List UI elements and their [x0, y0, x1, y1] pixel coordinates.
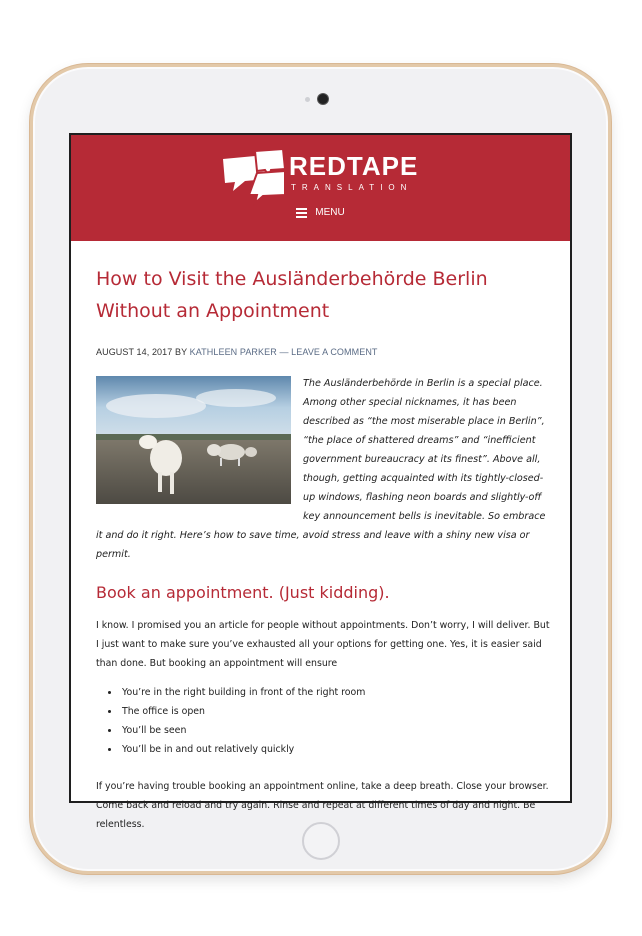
post-title: How to Visit the Ausländerbehörde Berlin Without an Appointment — [96, 268, 488, 322]
site-header — [71, 135, 570, 241]
post-by: BY — [174, 347, 188, 357]
meta-separator: — — [279, 347, 289, 357]
menu-toggle-button[interactable] — [71, 207, 570, 229]
sheep-in-field-image — [96, 376, 291, 504]
list-item: • You’re in the right building in front of the right room — [120, 683, 552, 702]
list-item: • You’ll be seen — [120, 721, 552, 740]
list-item: • You’ll be in and out relatively quickly — [120, 740, 552, 759]
hamburger-icon — [296, 208, 307, 217]
brand-subtitle: TRANSLATION — [291, 183, 413, 192]
benefits-list — [96, 683, 552, 759]
tablet-screen — [69, 133, 572, 830]
article — [96, 241, 552, 834]
menu-label: MENU — [315, 207, 345, 218]
featured-image — [96, 376, 291, 504]
body-paragraph-2: If you’re having trouble booking an appointment online, take a deep breath. Close your browser. Come back and reload and try again. Rinse and repeat at different times of day and night. Be relentless. — [96, 781, 549, 830]
front-sensor — [305, 97, 310, 102]
post-meta — [96, 347, 552, 357]
speech-bubbles-icon — [219, 149, 287, 203]
section-heading: Book an appointment. (Just kidding). — [96, 583, 390, 602]
list-item: • The office is open — [120, 702, 552, 721]
author-link[interactable]: KATHLEEN PARKER — [189, 347, 277, 357]
intro-paragraph: The Ausländerbehörde in Berlin is a special place. Among other special nicknames, it has been described as “the most miserable place in Berlin”, “the place of shattered dreams” and “inefficient government bureaucracy at its finest”. Above all, though, getting acquainted with its tightly-closed-up windows, flashing neon boards and slightly-off key announcement bells is inevitable. So embrace it and do it right. Here’s how to save time, avoid stress and leave with a shiny new visa or permit. — [96, 378, 546, 560]
body-paragraph-1: I know. I promised you an article for people without appointments. Don’t worry, I will deliver. But I just want to make sure you’ve exhausted all your options for getting one. Yes, it is easier said than done. But booking an appointment will ensure — [96, 620, 550, 669]
intro-section — [96, 374, 552, 564]
leave-comment-link[interactable]: LEAVE A COMMENT — [291, 347, 378, 357]
front-camera — [318, 94, 328, 104]
brand-name: REDTAPE — [289, 151, 419, 181]
post-date: AUGUST 14, 2017 — [96, 347, 173, 357]
site-logo[interactable] — [219, 149, 419, 203]
